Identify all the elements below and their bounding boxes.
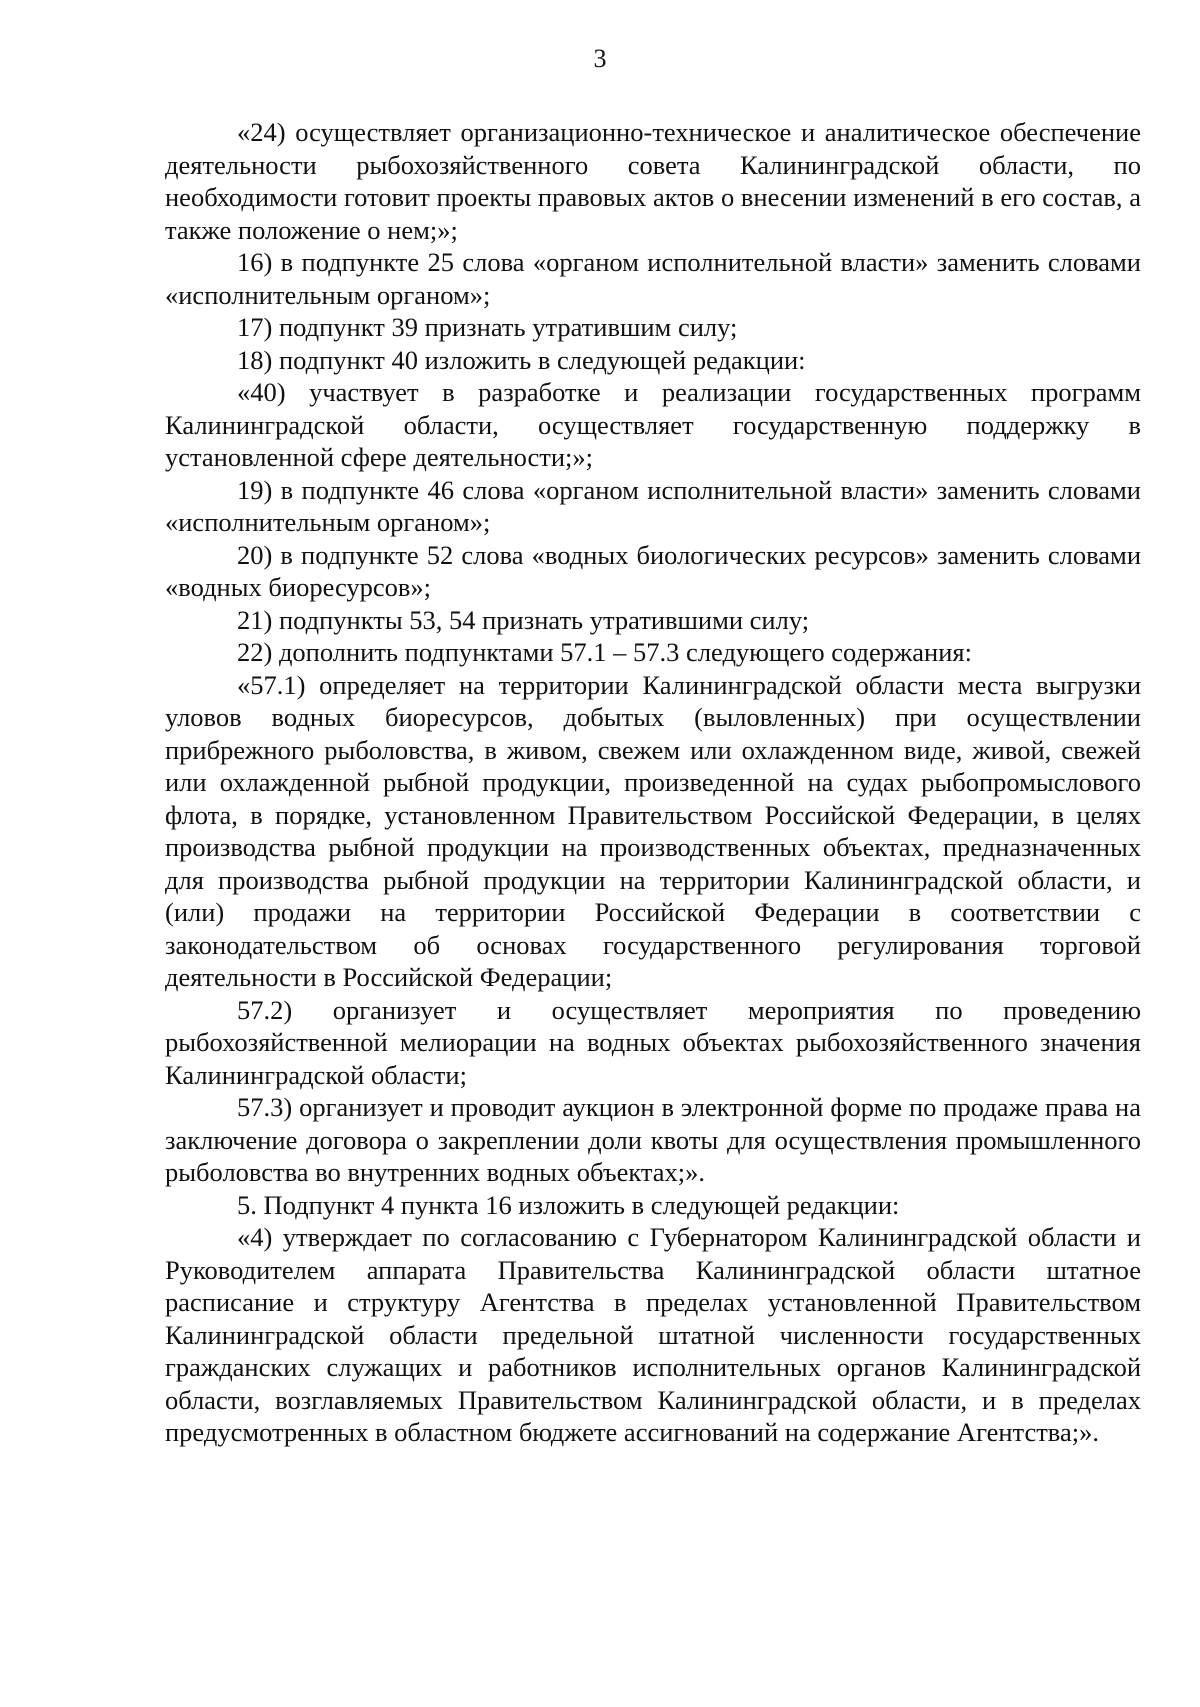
paragraph-section-5: 5. Подпункт 4 пункта 16 изложить в следующей редакции: bbox=[237, 1189, 900, 1220]
page-number: 3 bbox=[593, 44, 607, 73]
paragraph-57-1: «57.1) определяет на территории Калининградской области места выгрузки уловов водных биоресурсов, добытых (выловленных) при осуществлении прибрежного рыболовства, в живом, свежем или охлажденном виде, живой, свежей или охлажденной рыбной продукции, произведенной на судах рыбопромыслового флота, в порядке, установленном Правительством Российской Федерации, в целях производства рыбной продукции на производственных объектах, предназначенных для производства рыбной продукции на территории Калининградской области, и (или) продажи на территории Российской Федерации в соответствии с законодательством об основах государственного регулирования торговой деятельности в Российской Федерации; bbox=[165, 669, 1141, 992]
paragraph-item-18: 18) подпункт 40 изложить в следующей редакции: bbox=[237, 344, 806, 375]
paragraph-item-21: 21) подпункты 53, 54 признать утратившими силу; bbox=[237, 604, 810, 635]
paragraph-item-17: 17) подпункт 39 признать утратившим силу; bbox=[237, 312, 738, 342]
paragraph-57-3: 57.3) организует и проводит аукцион в электронной форме по продаже права на заключение договора о закреплении доли квоты для осуществления промышленного рыболовства во внутренних водных объектах;». bbox=[165, 1092, 1141, 1187]
paragraph-item-22: 22) дополнить подпунктами 57.1 – 57.3 следующего содержания: bbox=[237, 637, 972, 667]
paragraph-item-19: 19) в подпункте 46 слова «органом исполнительной власти» заменить словами «исполнительным органом»; bbox=[165, 474, 1141, 537]
paragraph-item-20: 20) в подпункте 52 слова «водных биологических ресурсов» заменить словами «водных биоресурсов»; bbox=[165, 539, 1141, 602]
paragraph-40: «40) участвует в разработке и реализации государственных программ Калининградской области, осуществляет государственную поддержку в установленной сфере деятельности;»; bbox=[165, 377, 1141, 472]
paragraph-57-2: 57.2) организует и осуществляет мероприятия по проведению рыбохозяйственной мелиорации на водных объектах рыбохозяйственного значения Калининградской области; bbox=[165, 994, 1141, 1090]
paragraph-24: «24) осуществляет организационно-техническое и аналитическое обеспечение деятельности рыбохозяйственного совета Калининградской области, по необходимости готовит проекты правовых актов о внесении изменений в его состав, а также положение о нем;»; bbox=[165, 117, 1141, 245]
paragraph-item-16: 16) в подпункте 25 слова «органом исполнительной власти» заменить словами «исполнительным органом»; bbox=[165, 247, 1141, 310]
paragraph-4-approval: «4) утверждает по согласованию с Губернатором Калининградской области и Руководителем аппарата Правительства Калининградской области штатное расписание и структуру Агентства в пределах установленной Правительством Калининградской области предельной штатной численности государственных гражданских служащих и работников исполнительных органов Калининградской области, возглавляемых Правительством Калининградской области, и в пределах предусмотренных в областном бюджете ассигнований на содержание Агентства;». bbox=[165, 1222, 1141, 1447]
document-body bbox=[165, 116, 1141, 1449]
